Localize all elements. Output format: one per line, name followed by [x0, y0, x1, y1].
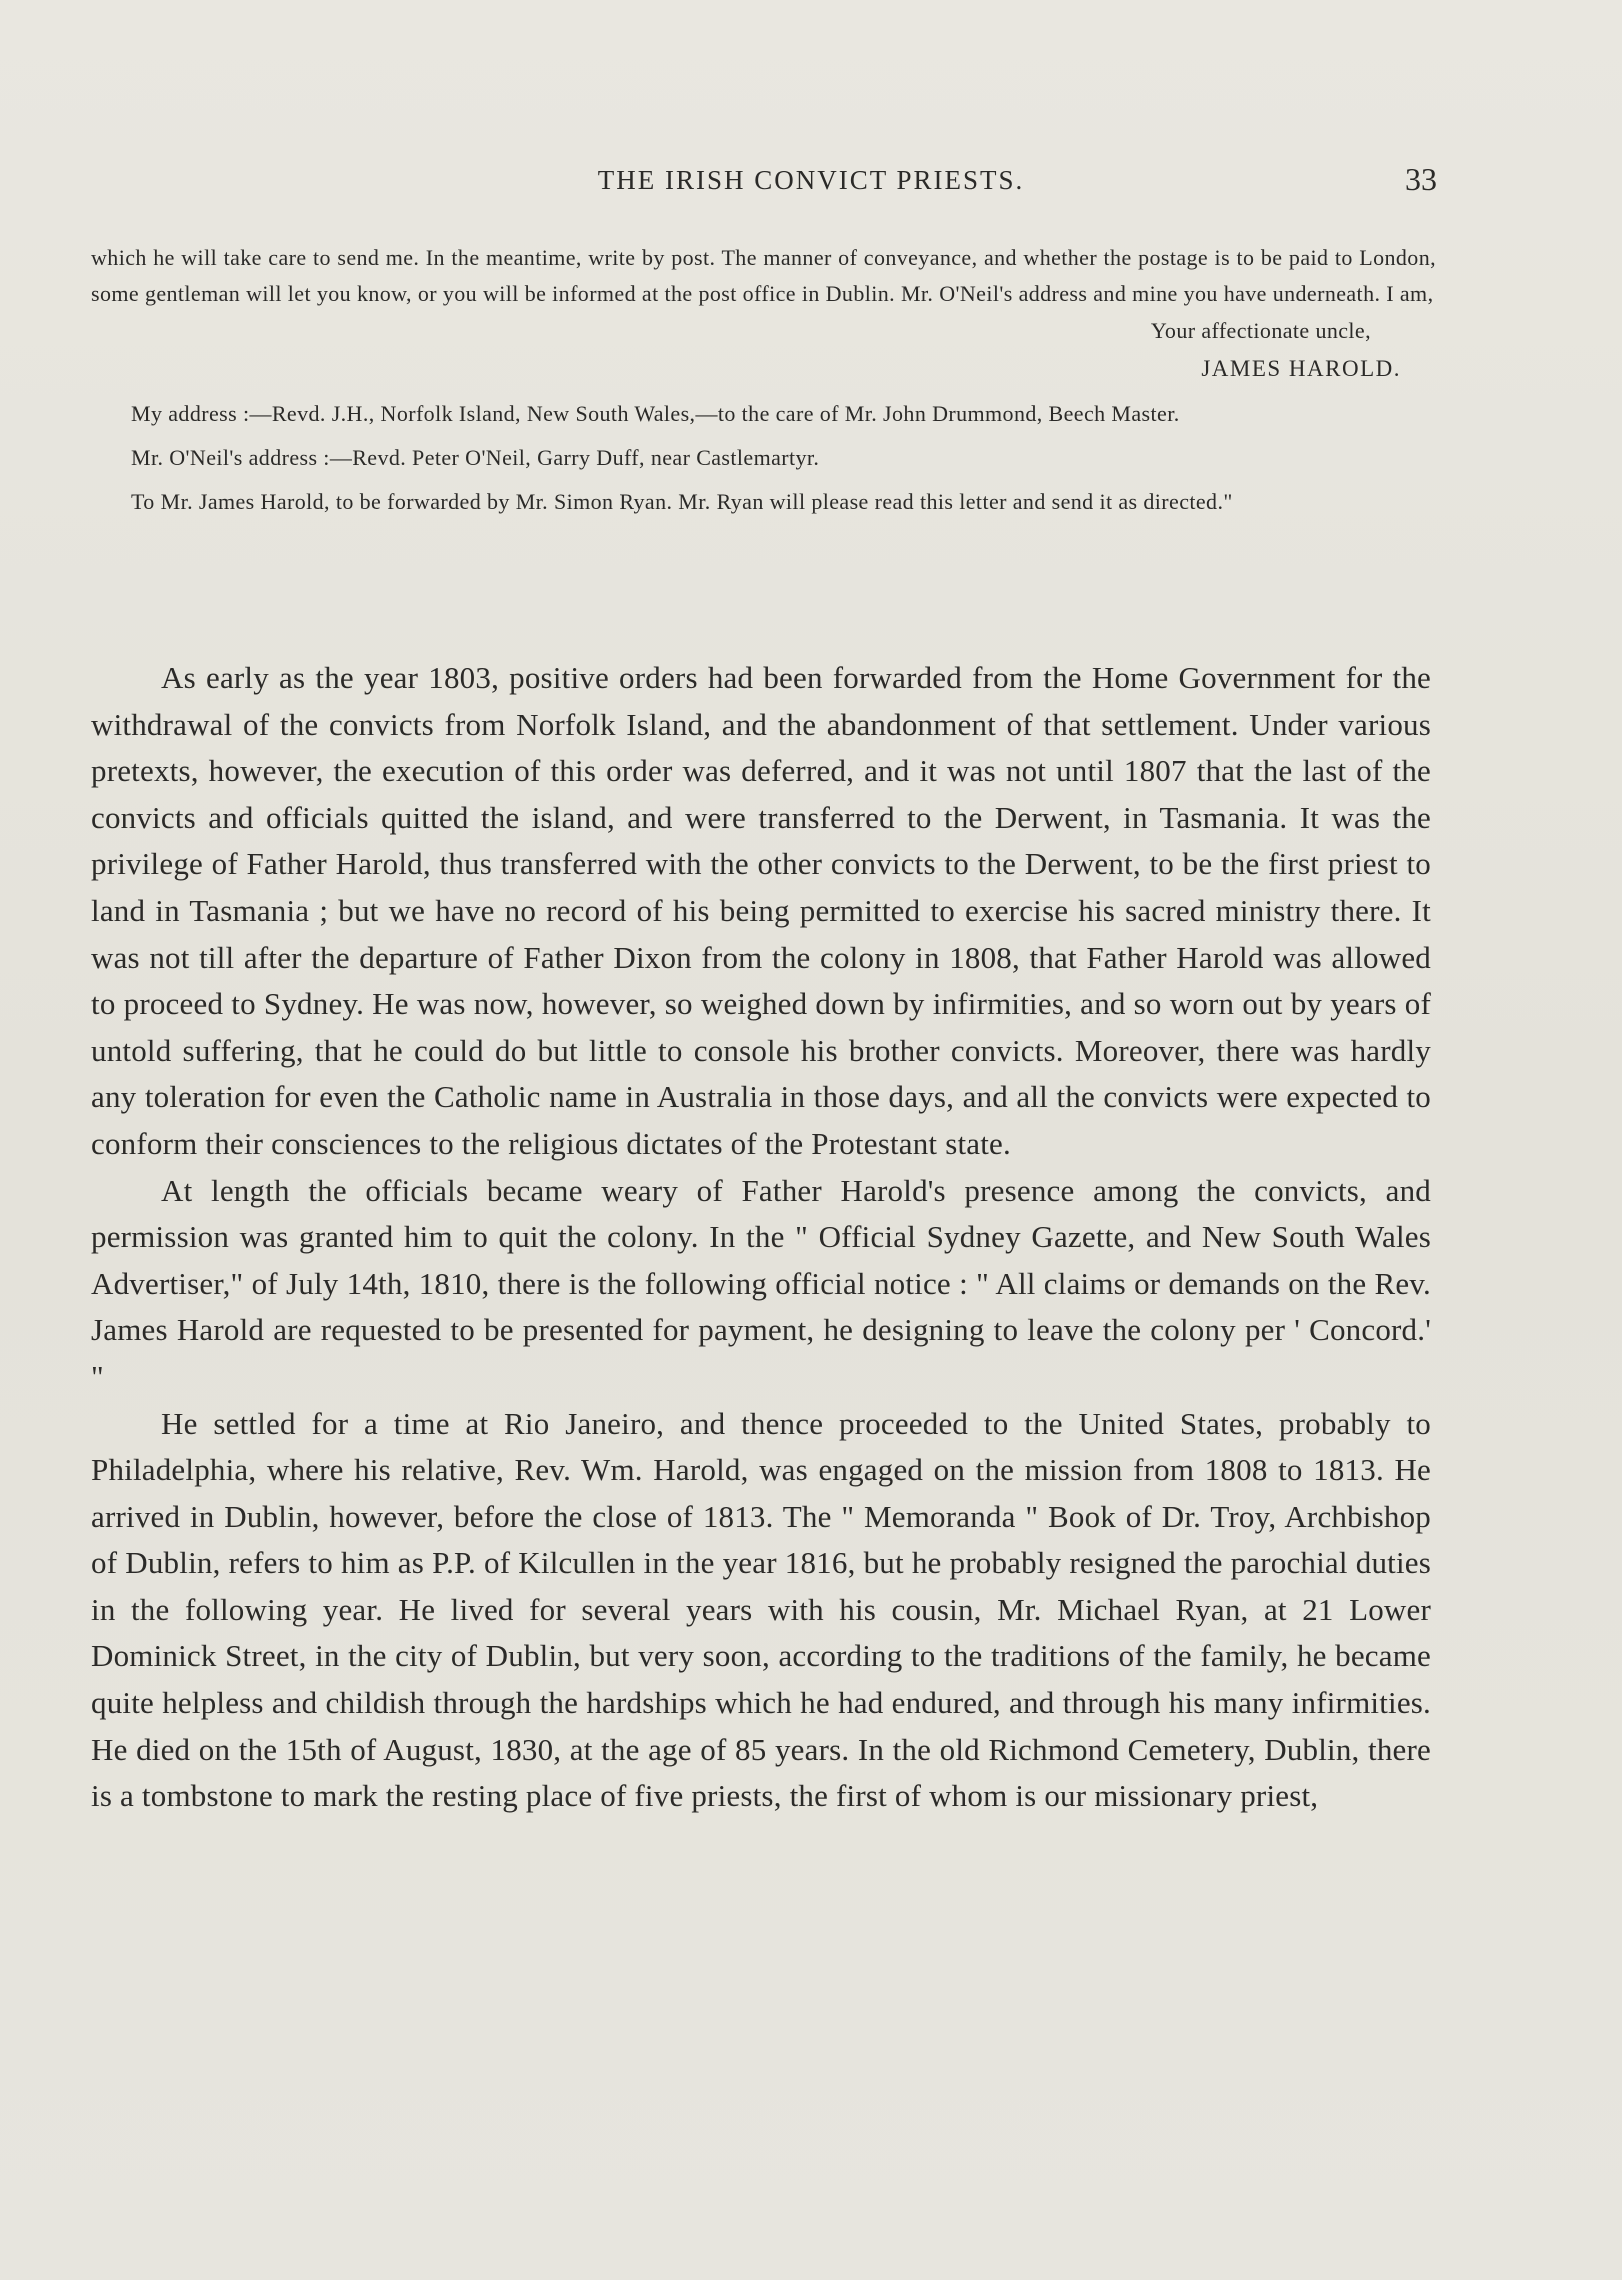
- quoted-letter: [91, 240, 1436, 520]
- letter-body: which he will take care to send me. In the meantime, write by post. The manner of conveyance, and whether the postage is to be paid to London, some gentleman will let you know, or you will be informed at the post office in Dublin. Mr. O'Neil's address and mine you have underneath. I am,: [91, 245, 1436, 306]
- letter-address-3: To Mr. James Harold, to be forwarded by Mr. Simon Ryan. Mr. Ryan will please read this letter and send it as directed.": [131, 489, 1233, 514]
- main-text: [91, 655, 1431, 1820]
- page-number: 33: [1405, 161, 1437, 197]
- running-title: THE IRISH CONVICT PRIESTS.: [597, 165, 1025, 195]
- letter-address-1: My address :—Revd. J.H., Norfolk Island, New South Wales,—to the care of Mr. John Drummond, Beech Master.: [131, 401, 1180, 426]
- letter-address-2: Mr. O'Neil's address :—Revd. Peter O'Neil, Garry Duff, near Castlemartyr.: [131, 445, 820, 470]
- letter-closing-block: [91, 312, 1436, 388]
- paragraph: At length the officials became weary of Father Harold's presence among the convicts, and permission was granted him to quit the colony. In the " Official Sydney Gazette, and New South Wales Advertiser," of July 14th, 1810, there is the following official notice : " All claims or demands on the Rev. James Harold are requested to be presented for payment, he designing to leave the colony per ' Concord.' ": [91, 1172, 1431, 1394]
- letter-signature: JAMES HAROLD.: [1201, 356, 1401, 381]
- paragraph: He settled for a time at Rio Janeiro, and thence proceeded to the United States, probably to Philadelphia, where his relative, Rev. Wm. Harold, was engaged on the mission from 1808 to 1813. He arrived in Dublin, however, before the close of 1813. The " Memoranda " Book of Dr. Troy, Archbishop of Dublin, refers to him as P.P. of Kilcullen in the year 1816, but he probably resigned the parochial duties in the following year. He lived for several years with his cousin, Mr. Michael Ryan, at 21 Lower Dominick Street, in the city of Dublin, but very soon, according to the traditions of the family, he became quite helpless and childish through the hardships which he had endured, and through his many infirmities. He died on the 15th of August, 1830, at the age of 85 years. In the old Richmond Cemetery, Dublin, there is a tombstone to mark the resting place of five priests, the first of whom is our missionary priest,: [91, 1405, 1431, 1814]
- letter-closing: Your affectionate uncle,: [1150, 318, 1371, 343]
- paragraph: As early as the year 1803, positive orders had been forwarded from the Home Government for the withdrawal of the convicts from Norfolk Island, and the abandonment of that settlement. Under various pretexts, however, the execution of this order was deferred, and it was not until 1807 that the last of the convicts and officials quitted the island, and were transferred to the Derwent, in Tasmania. It was the privilege of Father Harold, thus transferred with the other convicts to the Derwent, to be the first priest to land in Tasmania ; but we have no record of his being permitted to exercise his sacred ministry there. It was not till after the departure of Father Dixon from the colony in 1808, that Father Harold was allowed to proceed to Sydney. He was now, however, so weighed down by infirmities, and so worn out by years of untold suffering, that he could do but little to console his brother convicts. Moreover, there was hardly any toleration for even the Catholic name in Australia in those days, and all the convicts were expected to conform their consciences to the religious dictates of the Protestant state.: [91, 660, 1431, 1161]
